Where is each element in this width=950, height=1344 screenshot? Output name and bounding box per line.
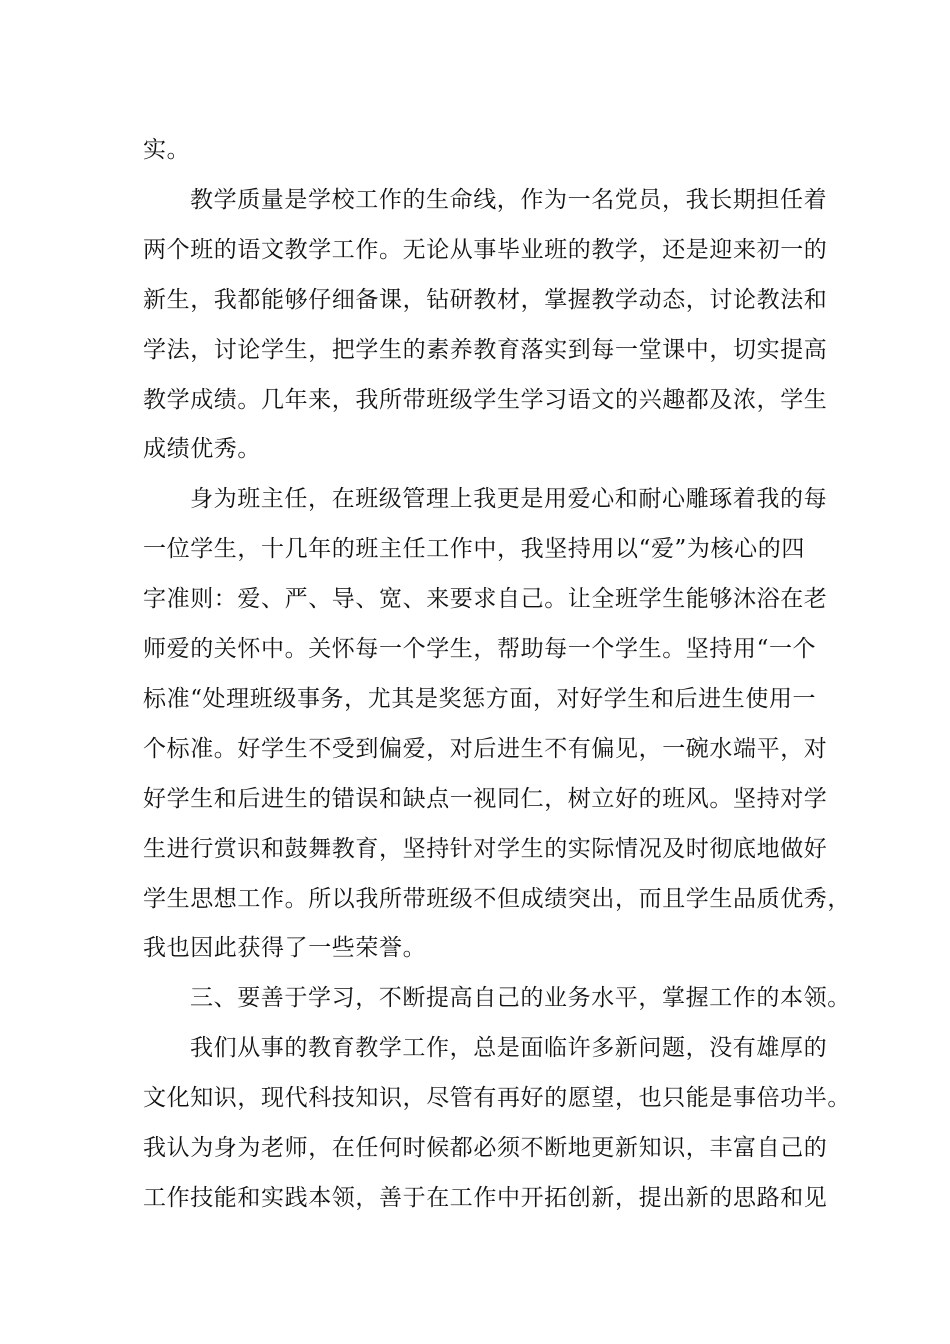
text-line: 学生思想工作。所以我所带班级不但成绩突出，而且学生品质优秀， (143, 886, 851, 912)
text-line: 身为班主任，在班级管理上我更是用爱心和耐心雕琢着我的每 (190, 486, 828, 512)
text-line: 我也因此获得了一些荣誉。 (143, 935, 427, 961)
text-line: 好学生和后进生的错误和缺点一视同仁，树立好的班风。坚持对学 (143, 786, 828, 812)
text-line: 个标准。好学生不受到偏爱，对后进生不有偏见，一碗水端平，对 (143, 736, 828, 762)
text-line: 师爱的关怀中。关怀每一个学生，帮助每一个学生。坚持用“一个 (143, 636, 817, 662)
text-line: 工作技能和实践本领，善于在工作中开拓创新，提出新的思路和见 (143, 1185, 828, 1211)
text-line: 教学质量是学校工作的生命线，作为一名党员，我长期担任着 (190, 187, 828, 213)
text-line: 教学成绩。几年来，我所带班级学生学习语文的兴趣都及浓，学生 (143, 387, 828, 413)
text-line: 实。 (143, 137, 191, 163)
text-line: 学法，讨论学生，把学生的素养教育落实到每一堂课中，切实提高 (143, 337, 828, 363)
text-line: 两个班的语文教学工作。无论从事毕业班的教学，还是迎来初一的 (143, 237, 828, 263)
text-line: 一位学生，十几年的班主任工作中，我坚持用以“爱”为核心的四 (143, 536, 805, 562)
text-line: 我们从事的教育教学工作，总是面临许多新问题，没有雄厚的 (190, 1035, 828, 1061)
text-line: 标准“处理班级事务，尤其是奖惩方面，对好学生和后进生使用一 (143, 686, 817, 712)
text-line: 字准则：爱、严、导、宽、来要求自己。让全班学生能够沐浴在老 (143, 586, 828, 612)
text-line: 我认为身为老师，在任何时候都必须不断地更新知识，丰富自己的 (143, 1135, 828, 1161)
text-line: 文化知识，现代科技知识，尽管有再好的愿望，也只能是事倍功半。 (143, 1085, 851, 1111)
text-line: 三、要善于学习，不断提高自己的业务水平，掌握工作的本领。 (190, 985, 851, 1011)
text-line: 成绩优秀。 (143, 436, 261, 462)
text-line: 生进行赏识和鼓舞教育，坚持针对学生的实际情况及时彻底地做好 (143, 836, 828, 862)
text-line: 新生，我都能够仔细备课，钻研教材，掌握教学动态，讨论教法和 (143, 287, 828, 313)
